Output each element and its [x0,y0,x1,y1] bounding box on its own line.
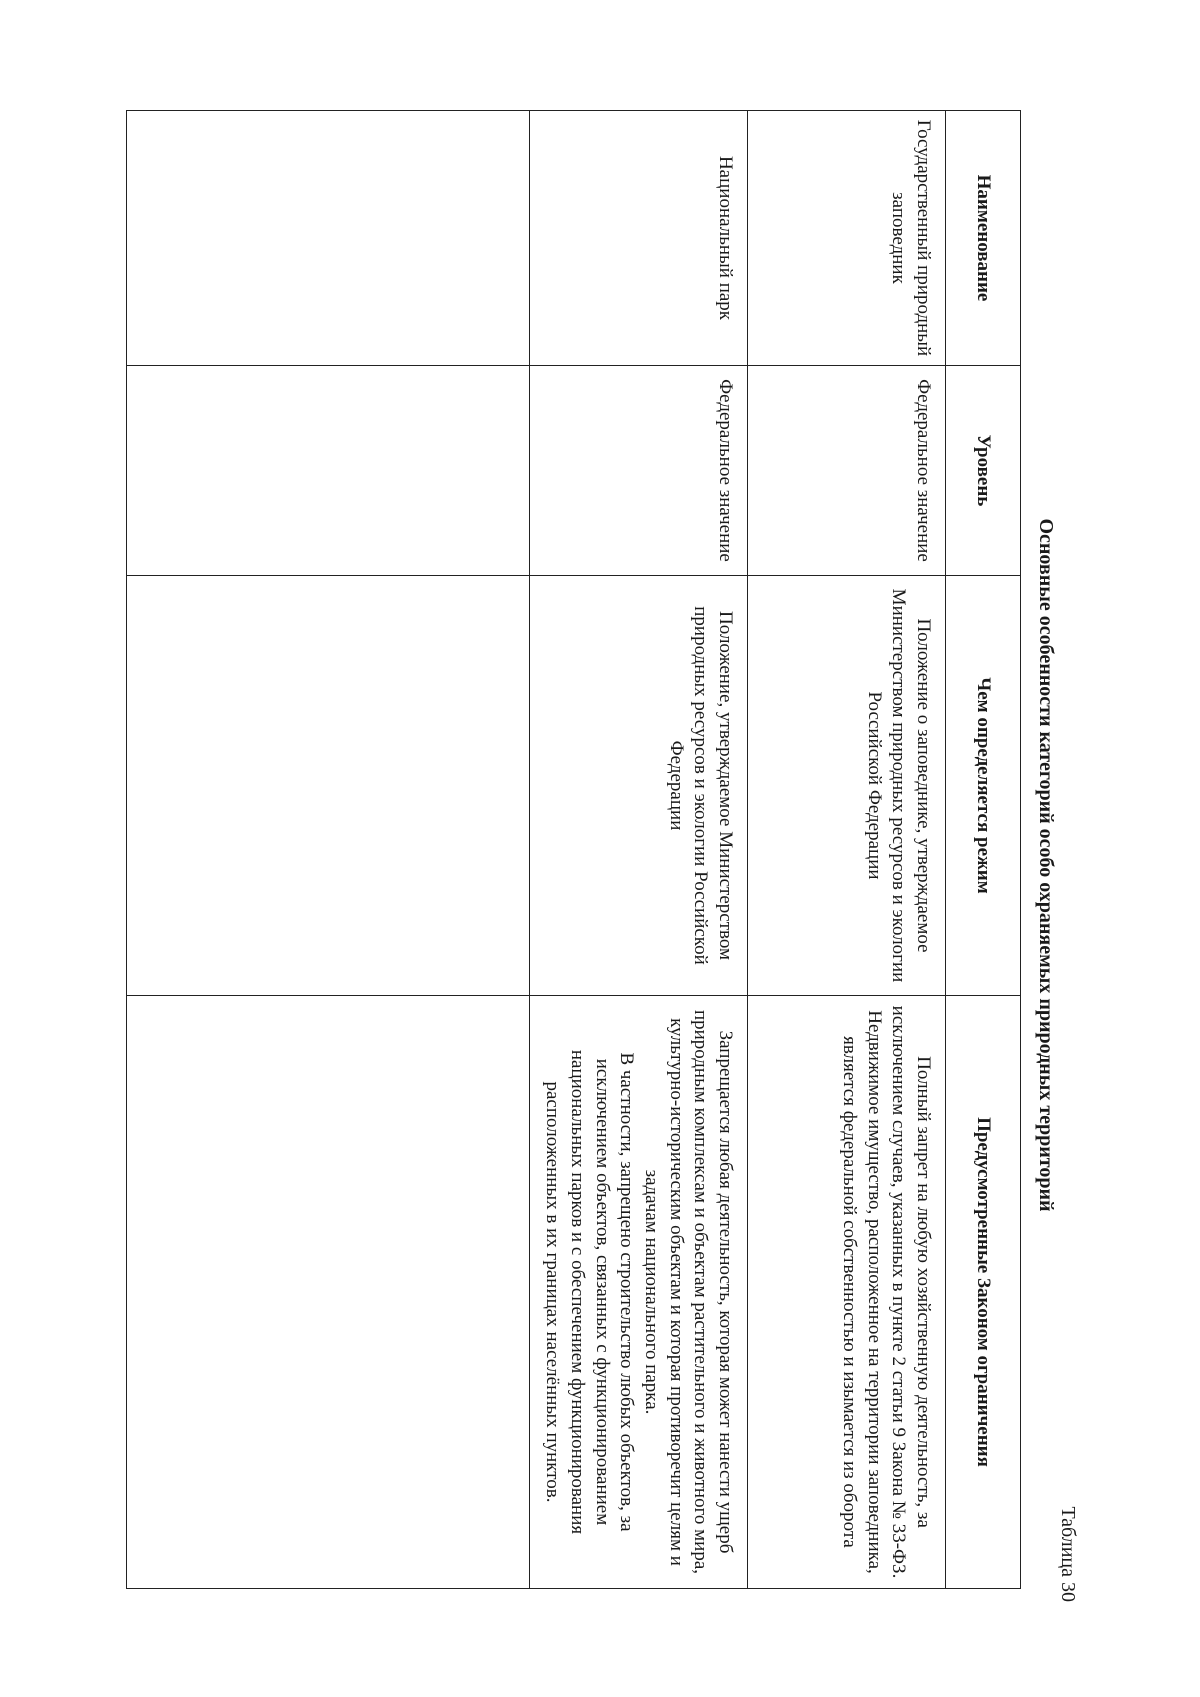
header-name: Наименование [946,111,1021,366]
header-level: Уровень [946,366,1021,576]
cell-level [127,366,530,576]
table-header-row [946,111,1021,1589]
header-restrictions: Предусмотренные Законом ограничения [946,996,1021,1589]
cell-name: Государственный природный заповедник [748,111,946,366]
protected-areas-table [126,110,1021,1589]
cell-regime [127,576,530,996]
rotated-content [145,70,1085,1660]
cell-level: Федеральное значение [748,366,946,576]
cell-name [127,111,530,366]
cell-regime: Положение, утверждаемое Министерством природных ресурсов и экологии Российской Федерации [530,576,748,996]
cell-name: Национальный парк [530,111,748,366]
restriction-text: В частности, запрещено строительство любых объектов, за исключением объектов, связанных с функционированием национальных парков и с обеспечением функционирования расположенных в их границах населённых пунктов. [542,1049,638,1535]
cell-restrictions [127,996,530,1589]
cell-restrictions [530,996,748,1589]
restriction-text: Полный запрет на любую хозяйственную деятельность, за исключением случаев, указанных в пункте 2 статьи 9 Закона № 33-ФЗ. [888,1005,934,1579]
header-regime: Чем определяется режим [946,576,1021,996]
table-row [748,111,946,1589]
restriction-text: Запрещается любая деятельность, которая может нанести ущерб природным комплексам и объектам растительного и животного мира, культурно-историческим объектам и которая противоречит целям и задачам национального парка. [640,1009,736,1575]
document-title: Основные особенности категорий особо охраняемых природных территорий [1035,518,1057,1212]
cell-regime: Положение о заповеднике, утверждаемое Министерством природных ресурсов и экологии Российской Федерации [748,576,946,996]
table-row [127,111,530,1589]
table-number-label: Таблица 30 [1057,1506,1079,1602]
restriction-text: Недвижимое имущество, расположенное на территории заповедника, является федеральной собственностью и изымается из оборота [838,1010,885,1574]
cell-restrictions [748,996,946,1589]
table-row [530,111,748,1589]
cell-level: Федеральное значение [530,366,748,576]
